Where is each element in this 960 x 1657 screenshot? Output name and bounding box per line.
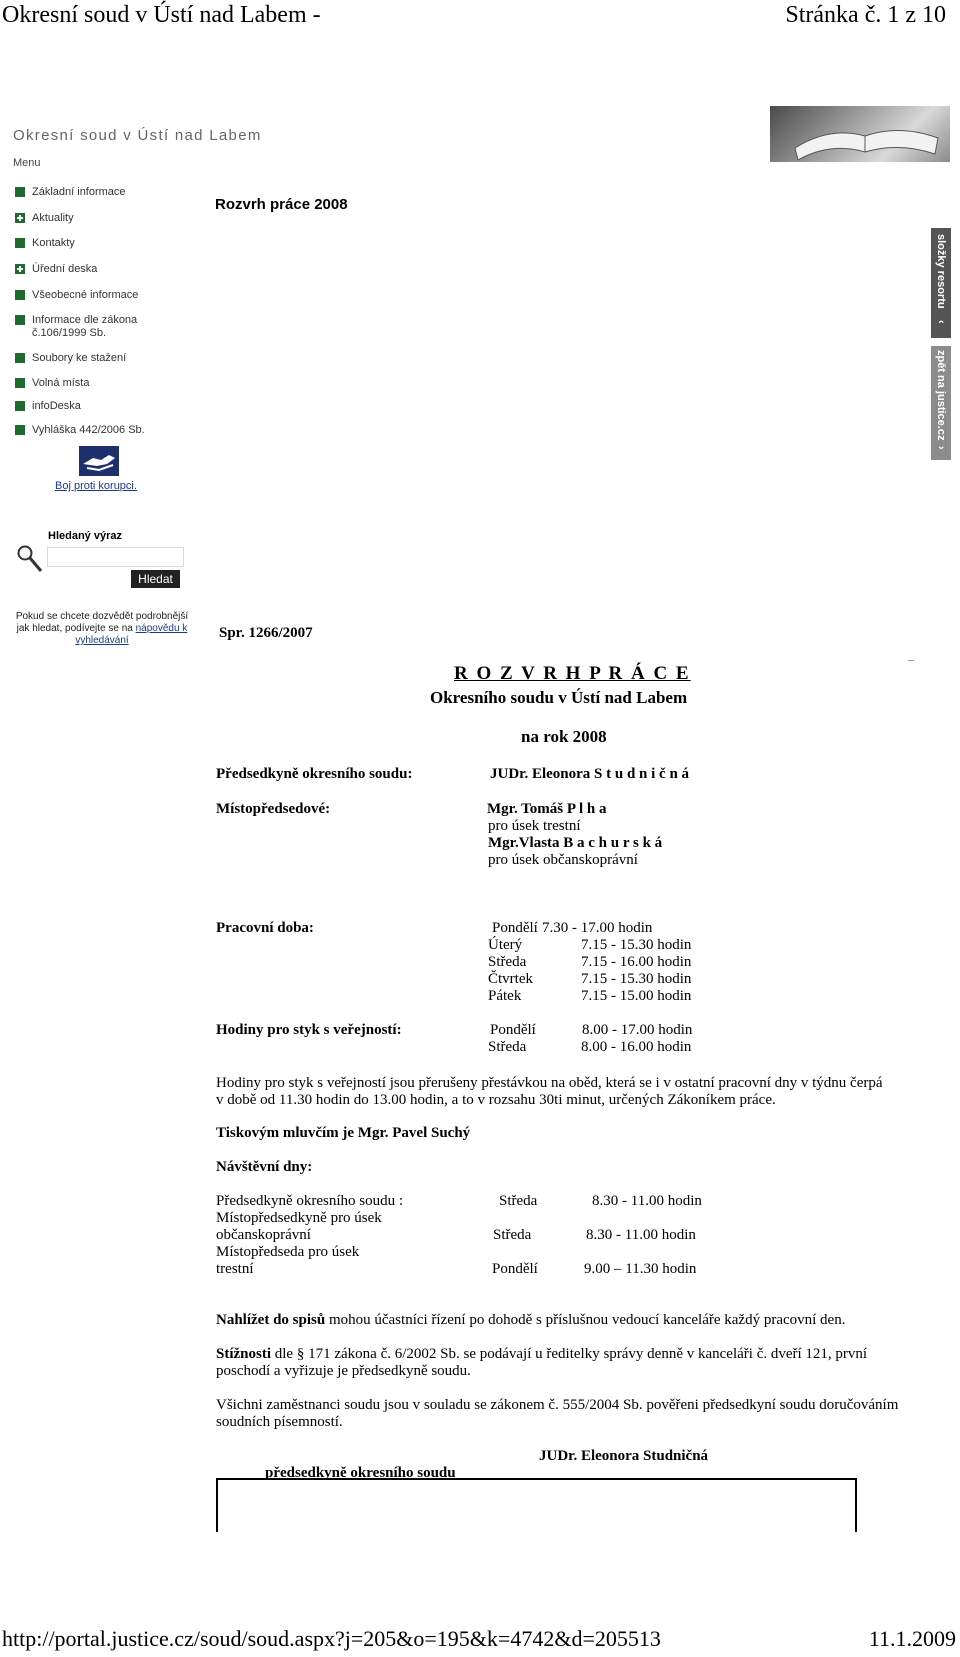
square-bullet-icon	[15, 401, 25, 411]
sidebar-item-label: Volná místa	[32, 377, 90, 389]
complaints-bold: Stížnosti	[216, 1346, 272, 1362]
visit-day: Středa	[493, 1227, 532, 1243]
press-spokesperson: Tiskovým mluvčím je Mgr. Pavel Suchý	[216, 1125, 471, 1141]
search-help-link[interactable]: nápovědu k vyhledávání	[75, 623, 188, 646]
search-label: Hledaný výraz	[48, 530, 122, 542]
break-note: Hodiny pro styk s veřejností jsou přerušeny přestávkou na oběd, která se i v ostatní pracovní dny v týdnu čerpá	[216, 1075, 883, 1091]
working-day: Úterý	[488, 937, 523, 953]
working-day: Pondělí	[492, 920, 538, 936]
working-hours: 7.15 - 15.00 hodin	[581, 988, 692, 1004]
search-help-prefix: Pokud se chcete dozvědět podrobnější jak hledat, podívejte se na	[15, 611, 189, 634]
files-access-bold: Nahlížet do spisů	[216, 1312, 326, 1328]
working-hours: 7.15 - 15.30 hodin	[581, 971, 692, 987]
working-day: Pátek	[488, 988, 522, 1004]
sidebar-item-label: Úřední deska	[32, 263, 98, 275]
tab-slozky-resortu-label: složky resortu	[935, 234, 947, 309]
tab-slozky-resortu[interactable]	[931, 228, 951, 338]
visit-days-label: Návštěvní dny:	[216, 1159, 313, 1175]
complaints-text: dle § 171 zákona č. 6/2002 Sb. se podávají u ředitelky správy denně v kanceláři č. dveří 121, první	[271, 1346, 868, 1362]
search-help-text	[14, 611, 190, 647]
content-frame	[216, 1478, 857, 1532]
visit-who: trestní	[216, 1261, 254, 1277]
sidebar-item-label: infoDeska	[32, 400, 81, 412]
visit-day: Pondělí	[492, 1261, 538, 1277]
anti-corruption-logo[interactable]	[79, 446, 119, 476]
sidebar-item-label: Soubory ke stažení	[32, 352, 127, 364]
square-bullet-icon	[15, 353, 25, 363]
vice-name: Mgr. Tomáš P l h a	[487, 801, 607, 817]
public-hours-label: Hodiny pro styk s veřejností:	[216, 1022, 402, 1038]
search-input[interactable]	[47, 547, 184, 567]
square-bullet-icon	[15, 315, 25, 325]
sidebar-item-label: Aktuality	[32, 212, 74, 224]
magnifier-icon	[16, 544, 44, 574]
square-bullet-icon	[15, 425, 25, 435]
plus-icon[interactable]	[15, 264, 25, 274]
sidebar-item-label: Všeobecné informace	[32, 289, 139, 301]
complaints-note: poschodí a vyřizuje je předsedkyně soudu.	[216, 1363, 471, 1379]
president-name: JUDr. Eleonora S t u d n i č n á	[490, 766, 690, 782]
working-hours: 7.15 - 15.30 hodin	[581, 937, 692, 953]
visit-day: Středa	[499, 1193, 538, 1209]
anti-corruption-link[interactable]: Boj proti korupci.	[55, 480, 137, 492]
tab-zpet-na-justice-label: zpět na justice.cz	[935, 350, 947, 441]
signature-role: předsedkyně okresního soudu	[265, 1465, 456, 1481]
print-footer-url: http://portal.justice.cz/soud/soud.aspx?j=205&o=195&k=4742&d=205513	[2, 1626, 661, 1651]
staff-note: soudních písemností.	[216, 1414, 343, 1430]
public-day: Středa	[488, 1039, 527, 1055]
plus-icon[interactable]	[15, 213, 25, 223]
search-button[interactable]: Hledat	[131, 570, 180, 588]
sidebar-item-label: Kontakty	[32, 237, 75, 249]
vice-area: pro úsek občanskoprávní	[488, 852, 638, 868]
print-header-page: Stránka č. 1 z 10	[785, 2, 946, 28]
print-footer-date: 11.1.2009	[868, 1626, 956, 1651]
public-hours: 8.00 - 17.00 hodin	[582, 1022, 693, 1038]
signature-name: JUDr. Eleonora Studničná	[539, 1448, 709, 1464]
sidebar-item-label: Základní informace	[32, 186, 126, 198]
staff-note: Všichni zaměstnanci soudu jsou v souladu se zákonem č. 555/2004 Sb. pověřeni předsedkyní soudu doručováním	[216, 1397, 899, 1413]
files-access-note	[216, 1312, 845, 1329]
document-court-name: Okresního soudu v Ústí nad Labem	[430, 688, 688, 707]
print-header-title: Okresní soud v Ústí nad Labem -	[2, 2, 321, 28]
section-title: Rozvrh práce 2008	[215, 196, 348, 213]
square-bullet-icon	[15, 238, 25, 248]
square-bullet-icon	[15, 290, 25, 300]
document-reference: Spr. 1266/2007	[219, 625, 313, 641]
public-hours: 8.00 - 16.00 hodin	[581, 1039, 692, 1055]
working-day: Středa	[488, 954, 527, 970]
public-day: Pondělí	[490, 1022, 536, 1038]
vice-label: Místopředsedové:	[216, 801, 331, 817]
header-book-image	[770, 106, 950, 162]
sidebar-item-label: Vyhláška 442/2006 Sb.	[32, 424, 145, 436]
vice-name: Mgr.Vlasta B a c h u r s k á	[488, 835, 663, 851]
square-bullet-icon	[15, 378, 25, 388]
visit-who: Místopředsedkyně pro úsek	[216, 1210, 382, 1226]
divider	[908, 660, 914, 661]
visit-hours: 8.30 - 11.00 hodin	[586, 1227, 696, 1243]
working-hours: 7.15 - 16.00 hodin	[581, 954, 692, 970]
document-title: R O Z V R H P R Á C E	[454, 663, 691, 684]
break-note: v době od 11.30 hodin do 13.00 hodin, a to v rozsahu 30ti minut, určených Zákoníkem práce.	[216, 1092, 776, 1108]
visit-who: Místopředseda pro úsek	[216, 1244, 360, 1260]
visit-hours: 9.00 – 11.30 hodin	[584, 1261, 697, 1277]
chevron-left-icon: ‹	[935, 320, 947, 324]
sidebar-item-label: Informace dle zákona č.106/1999 Sb.	[32, 314, 138, 339]
menu-label: Menu	[13, 157, 41, 169]
visit-hours: 8.30 - 11.00 hodin	[592, 1193, 702, 1209]
working-hours: 7.30 - 17.00 hodin	[542, 920, 653, 936]
site-title: Okresní soud v Ústí nad Labem	[13, 127, 262, 144]
chevron-right-icon: ›	[935, 446, 947, 450]
president-label: Předsedkyně okresního soudu:	[216, 766, 413, 782]
working-day: Čtvrtek	[488, 971, 533, 987]
square-bullet-icon	[15, 187, 25, 197]
visit-who: občanskoprávní	[216, 1227, 311, 1243]
document-year: na rok 2008	[521, 727, 607, 746]
tab-zpet-na-justice[interactable]	[931, 346, 951, 460]
visit-who: Předsedkyně okresního soudu :	[216, 1193, 404, 1209]
vice-area: pro úsek trestní	[488, 818, 581, 834]
working-hours-label: Pracovní doba:	[216, 920, 314, 936]
files-access-text: mohou účastníci řízení po dohodě s příslušnou vedoucí kanceláře každý pracovní den.	[325, 1312, 846, 1328]
complaints-note	[216, 1346, 867, 1363]
